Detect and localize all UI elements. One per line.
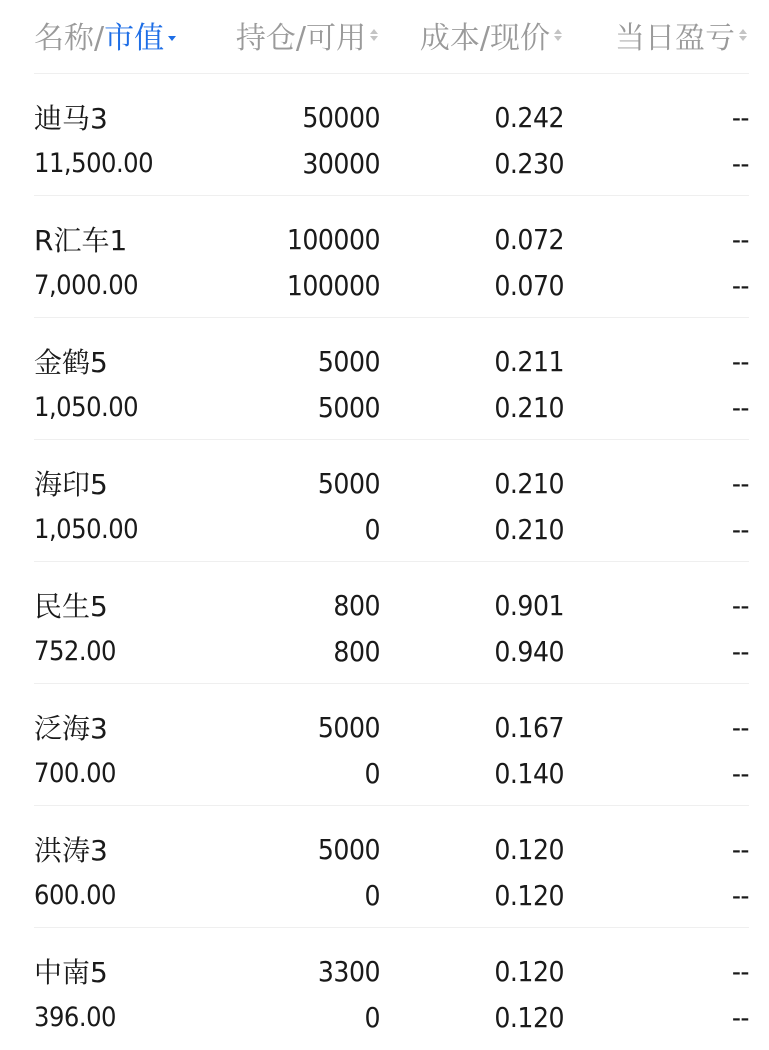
header-cost-label: 成本/现价 (419, 20, 550, 56)
available-qty: 5000 (317, 390, 380, 424)
cost-price: 0.167 (494, 710, 564, 744)
table-header (34, 0, 749, 74)
daily-pnl: -- (731, 588, 749, 622)
positions-list (34, 74, 749, 1050)
available-qty: 800 (333, 634, 380, 668)
available-qty: 0 (364, 878, 380, 912)
daily-pnl-pct: -- (731, 268, 749, 302)
cost-price: 0.120 (494, 832, 564, 866)
security-name: R汇车1 (34, 224, 128, 257)
available-qty: 0 (364, 756, 380, 790)
sort-icon (739, 25, 749, 45)
table-row[interactable] (34, 196, 749, 318)
market-value: 396.00 (34, 1001, 116, 1033)
holding-qty: 50000 (302, 100, 380, 134)
available-qty: 100000 (286, 268, 380, 302)
daily-pnl-pct: -- (731, 1000, 749, 1034)
daily-pnl-pct: -- (731, 390, 749, 424)
holding-qty: 100000 (286, 222, 380, 256)
holding-qty: 5000 (317, 344, 380, 378)
market-value: 7,000.00 (34, 269, 139, 301)
security-name: 泛海3 (34, 712, 108, 745)
sort-icon (370, 25, 380, 45)
daily-pnl: -- (731, 954, 749, 988)
table-row[interactable] (34, 562, 749, 684)
current-price: 0.940 (494, 634, 564, 668)
sort-desc-icon (168, 25, 178, 45)
current-price: 0.210 (494, 390, 564, 424)
cost-price: 0.210 (494, 466, 564, 500)
table-row[interactable] (34, 440, 749, 562)
table-row[interactable] (34, 928, 749, 1050)
table-row[interactable] (34, 318, 749, 440)
header-value-label: 市值 (104, 20, 165, 56)
daily-pnl-pct: -- (731, 512, 749, 546)
security-name: 中南5 (34, 956, 108, 989)
daily-pnl-pct: -- (731, 756, 749, 790)
header-pnl-label: 当日盈亏 (615, 20, 735, 56)
cost-price: 0.242 (494, 100, 564, 134)
market-value: 752.00 (34, 635, 116, 667)
current-price: 0.120 (494, 878, 564, 912)
daily-pnl: -- (731, 100, 749, 134)
security-name: 洪涛3 (34, 834, 108, 867)
available-qty: 0 (364, 512, 380, 546)
header-daily-pnl[interactable] (564, 13, 749, 57)
header-name-value[interactable] (34, 13, 214, 57)
security-name: 金鹤5 (34, 346, 108, 379)
current-price: 0.210 (494, 512, 564, 546)
security-name: 迪马3 (34, 102, 108, 135)
cost-price: 0.211 (494, 344, 564, 378)
table-row[interactable] (34, 806, 749, 928)
holding-qty: 5000 (317, 832, 380, 866)
market-value: 1,050.00 (34, 513, 139, 545)
cost-price: 0.120 (494, 954, 564, 988)
cost-price: 0.901 (494, 588, 564, 622)
current-price: 0.230 (494, 146, 564, 180)
holding-qty: 800 (333, 588, 380, 622)
header-holding-available[interactable] (214, 13, 380, 57)
daily-pnl: -- (731, 466, 749, 500)
table-row[interactable] (34, 684, 749, 806)
market-value: 600.00 (34, 879, 116, 911)
holding-qty: 5000 (317, 710, 380, 744)
available-qty: 30000 (302, 146, 380, 180)
current-price: 0.070 (494, 268, 564, 302)
daily-pnl-pct: -- (731, 634, 749, 668)
current-price: 0.120 (494, 1000, 564, 1034)
daily-pnl: -- (731, 222, 749, 256)
cost-price: 0.072 (494, 222, 564, 256)
security-name: 海印5 (34, 468, 108, 501)
holding-qty: 5000 (317, 466, 380, 500)
daily-pnl: -- (731, 832, 749, 866)
header-cost-price[interactable] (380, 13, 564, 57)
market-value: 700.00 (34, 757, 116, 789)
market-value: 1,050.00 (34, 391, 139, 423)
current-price: 0.140 (494, 756, 564, 790)
market-value: 11,500.00 (34, 147, 154, 179)
header-hold-label: 持仓/可用 (235, 20, 366, 56)
sort-icon (554, 25, 564, 45)
daily-pnl-pct: -- (731, 878, 749, 912)
security-name: 民生5 (34, 590, 108, 623)
daily-pnl: -- (731, 710, 749, 744)
daily-pnl-pct: -- (731, 146, 749, 180)
table-row[interactable] (34, 74, 749, 196)
holding-qty: 3300 (317, 954, 380, 988)
daily-pnl: -- (731, 344, 749, 378)
available-qty: 0 (364, 1000, 380, 1034)
header-name-label: 名称/ (34, 20, 105, 56)
